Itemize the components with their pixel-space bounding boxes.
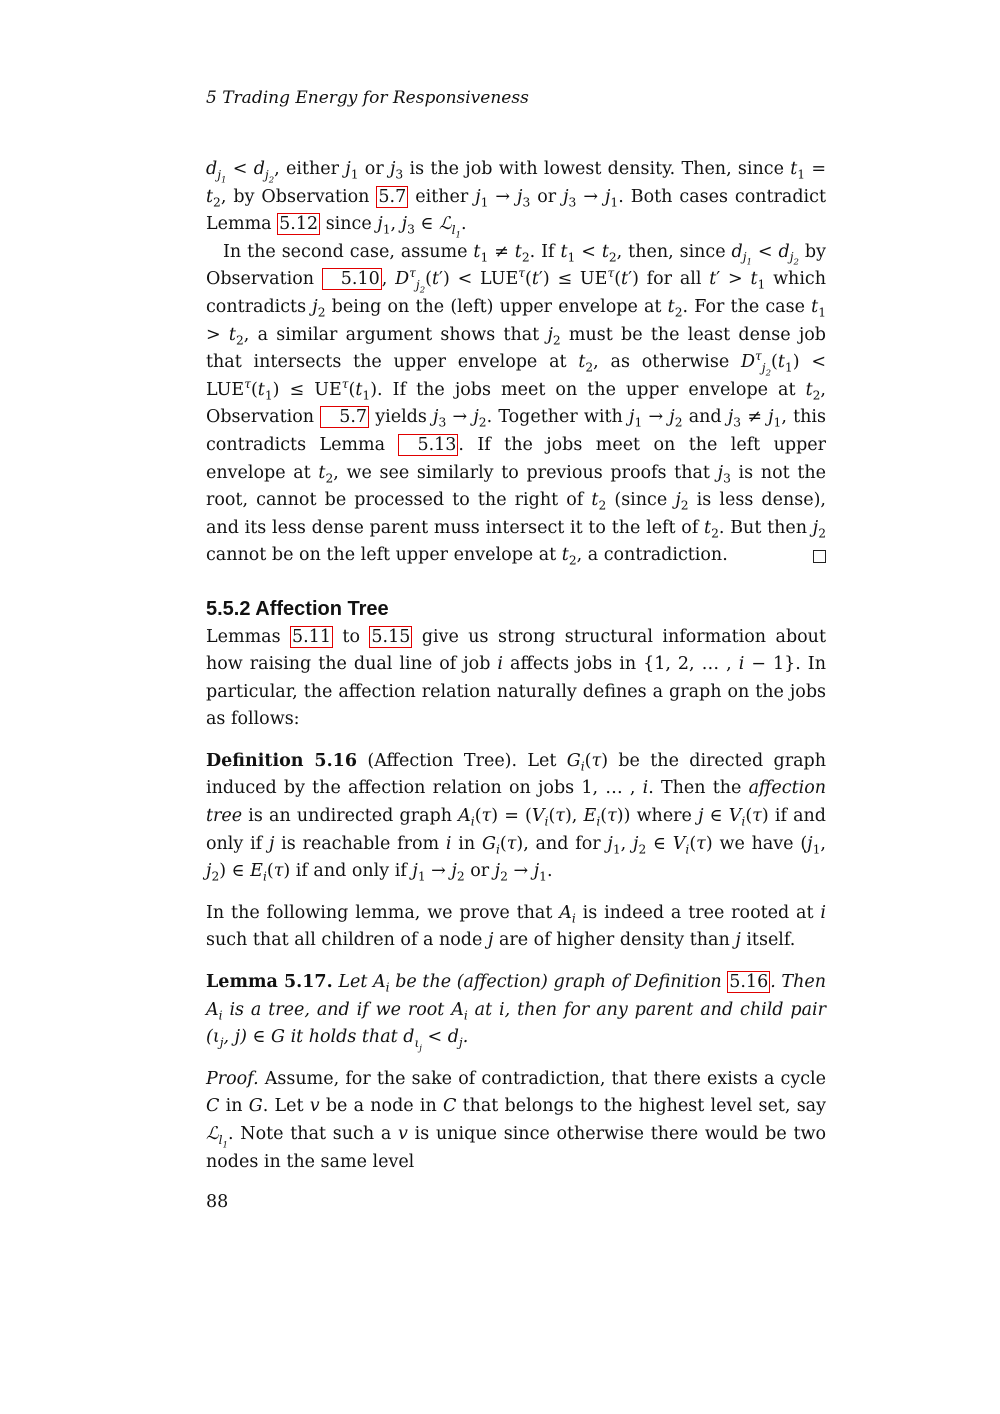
ref-lemma-5-12[interactable]: 5.12 <box>279 214 319 235</box>
ref-lemma-5-15[interactable]: 5.15 <box>371 626 411 647</box>
paragraph-proof-continuation: $d_{j_1} < d_{j_2}$, either $j_1$ or $j_3$ is the job with lowest density. Then, since $t_1 = t_2$, by Observation 5.7 either $j_1 \to j_3$ or $j_3 \to j_1$. Both cases contradict Lemma 5.12 since $j_1$, $j_3$ ∈ ℒ$_{l_1}$. <box>206 159 827 241</box>
proof-label: Proof. <box>206 1068 259 1089</box>
paragraph-following-lemma: In the following lemma, we prove that $A_i$ is indeed a tree rooted at i such that all children of a node j are of higher density than j itself. <box>206 902 826 951</box>
definition-5-16: Definition 5.16 (Affection Tree). Let $G_i(\tau)$ be the directed graph induced by the affection relation on jobs 1, … , i. Then the affection tree is an undirected graph $A_i(\tau) = (V_i(\tau)$, $E_i(\tau)$) where j ∈ $V_i(\tau)$ if and only if j is reachable from i in $G_i(\tau)$, and for $j_1$, $j_2$ ∈ $V_i(\tau)$ we have ($j_1$, $j_2$) ∈ $E_i(\tau)$ if and only if $j_1 \to j_2$ or $j_2 \to j_1$. <box>206 750 827 884</box>
proof-lemma-5-17: Proof. Assume, for the sake of contradiction, that there exists a cycle C in G. Let v be a node in C that belongs to the highest level set, say ℒ$_{l_1}$. Note that such a v is unique since otherwise there would be two nodes in the same level <box>206 1068 827 1172</box>
ref-lemma-5-11[interactable]: 5.11 <box>292 626 331 647</box>
definition-name: (Affection Tree). <box>367 750 518 771</box>
section-heading: 5.5.2 Affection Tree <box>206 597 389 620</box>
qed-symbol <box>813 550 826 563</box>
paragraph-lemmas-intro: Lemmas 5.11 to 5.15 give us strong structural information about how raising the dual line of job i affects jobs in {1, 2, … , i − 1}. In particular, the affection relation naturally defines a graph on the jobs as follows: <box>206 626 826 730</box>
ref-lemma-5-13[interactable]: 5.13 <box>398 434 458 456</box>
lemma-label: Lemma 5.17. <box>206 972 333 993</box>
paragraph-second-case: In the second case, assume $t_1 \ne t_2$. If $t_1 < t_2$, then, since $d_{j_1} < d_{j_2}$ by Observation 5.10 , $D^\tau_{j_2}(t') < LUE^\tau(t') \le UE^\tau(t')$ for all $t' > t_1$ which contradicts $j_2$ being on the (left) upper envelope at $t_2$. For the case $t_1 > t_2$, a similar argument shows that $j_2$ must be the least dense job that intersects the upper envelope at $t_2$, as otherwise $D^\tau_{j_2}(t_1) < LUE^\tau(t_1) \le UE^\tau(t_1)$. If the jobs meet on the upper envelope at $t_2$, Observation 5.7 yields $j_3 \to j_2$. Together with $j_1 \to j_2$ and $j_3 \ne j_1$, this contradicts Lemma 5.13 . If the jobs meet on the left upper envelope at $t_2$, we see similarly to previous proofs that $j_3$ is not the root, cannot be processed to the right of $t_2$ (since $j_2$ is less dense), and its less dense parent muss intersect it to the left of $t_2$. But then $j_2$ cannot be on the left upper envelope at $t_2$, a contradiction. <box>206 241 827 568</box>
ref-definition-5-16[interactable]: 5.16 <box>729 972 769 993</box>
page-body <box>206 156 826 1176</box>
ref-observation-5-7-b[interactable]: 5.7 <box>320 406 369 428</box>
page-number: 88 <box>206 1192 229 1212</box>
ref-observation-5-7[interactable]: 5.7 <box>378 186 407 207</box>
ref-observation-5-10[interactable]: 5.10 <box>322 268 382 290</box>
running-header: 5 Trading Energy for Responsiveness <box>206 88 529 108</box>
definition-label: Definition 5.16 <box>206 750 358 771</box>
lemma-5-17: Lemma 5.17. Let $A_i$ be the (affection) graph of Definition 5.16 . Then $A_i$ is a tree, and if we root $A_i$ at i, then for any parent and child pair ($\iota_j$, j) ∈ G it holds that $d_{\iota_j} < d_j$. <box>206 972 826 1054</box>
